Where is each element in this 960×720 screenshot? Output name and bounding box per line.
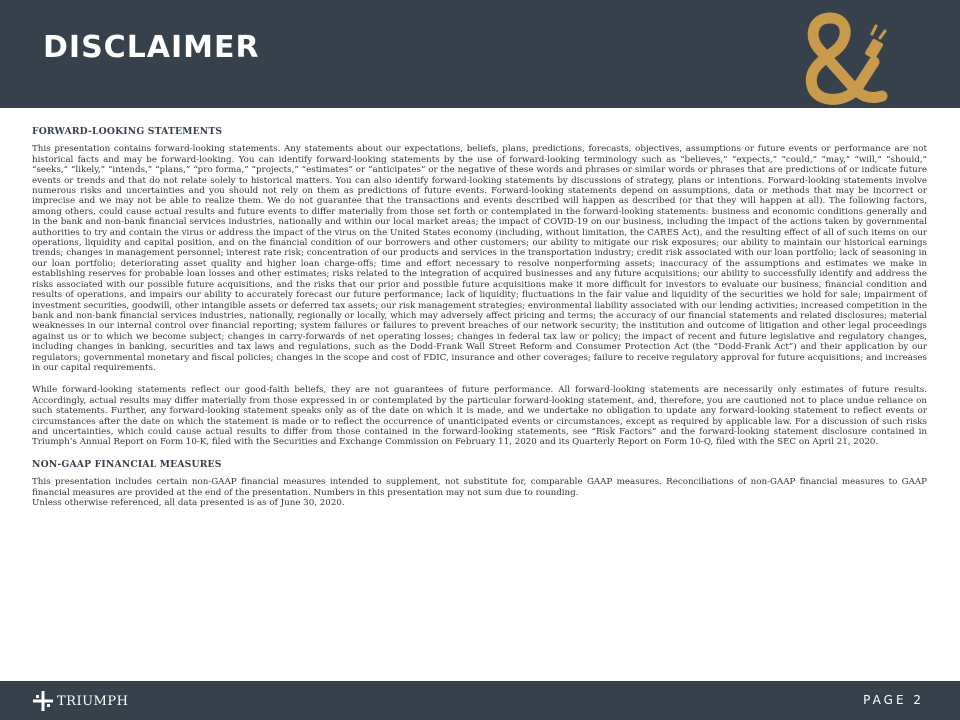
page-label: PAGE: [863, 693, 907, 707]
non-gaap-paragraph-1: This presentation includes certain non-GAAP financial measures intended to supplement, not substitute for, comparable GAAP measures. Reconciliations of non-GAAP financial measures to GAAP financial measures are provided at the end of the presentation. Numbers in this presentation may not sum due to rounding.: [32, 477, 927, 498]
forward-looking-heading: FORWARD-LOOKING STATEMENTS: [32, 126, 223, 137]
triumph-brand: [33, 691, 128, 711]
page-number: 2: [913, 693, 924, 707]
triumph-cross-icon: [33, 691, 53, 711]
disclaimer-content: [32, 127, 927, 508]
page-title: DISCLAIMER: [43, 30, 260, 65]
header-bar: [0, 0, 960, 108]
non-gaap-heading: NON-GAAP FINANCIAL MEASURES: [32, 458, 222, 470]
forward-looking-paragraph-1: This presentation contains forward-looking statements. Any statements about our expectations, beliefs, plans, predictions, forecasts, objectives, assumptions or future events or performance are not historical facts and may be forward-looking. You can identify forward-looking statements by the use of forward-looking terminology such as “believes,” “expects,” “could,” “may,” “will,” “should,” “seeks,” “likely,” “intends,” “plans,” “pro forma,” “projects,” “estimates” or “anticipates” or the negative of these words and phrases or similar words or phrases that are predictions of or indicate future events or trends and that do not relate solely to historical matters. You can also identify forward-looking statements by discussions of strategy, plans or intentions. Forward-looking statements involve numerous risks and uncertainties and you should not rely on them as predictions of future events. Forward-looking statements depend on assumptions, data or methods that may be incorrect or imprecise and we may not be able to realize them. We do not guarantee that the transactions and events described will happen as described (or that they will happen at all). The following factors, among others, could cause actual results and future events to differ materially from those set forth or contemplated in the forward-looking statements: business and economic conditions generally and in the bank and non-bank financial services industries, nationally and within our local market areas; the impact of COVID-19 on our business, including the impact of the actions taken by governmental authorities to try and contain the virus or address the impact of the virus on the United States economy (including, without limitation, the CARES Act), and the resulting effect of all of such items on our operations, liquidity and capital position, and on the financial condition of our borrowers and other customers; our ability to mitigate our risk exposures; our ability to maintain our historical earnings trends; changes in management personnel; interest rate risk; concentration of our products and services in the transportation industry; credit risk associated with our loan portfolio; lack of seasoning in our loan portfolio; deteriorating asset quality and higher loan charge-offs; time and effort necessary to resolve nonperforming assets; inaccuracy of the assumptions and estimates we make in establishing reserves for probable loan losses and other estimates; risks related to the integration of acquired businesses and any future acquisitions; our ability to successfully identify and address the risks associated with our possible future acquisitions, and the risks that our prior and possible future acquisitions make it more difficult for investors to evaluate our business, financial condition and results of operations, and impairs our ability to accurately forecast our future performance; lack of liquidity; fluctuations in the fair value and liquidity of the securities we hold for sale; impairment of investment securities, goodwill, other intangible assets or deferred tax assets; our risk management strategies; environmental liability associated with our lending activities; increased competition in the bank and non-bank financial services industries, nationally, regionally or locally, which may adversely affect pricing and terms; the accuracy of our financial statements and related disclosures; material weaknesses in our internal control over financial reporting; system failures or failures to prevent breaches of our network security; the institution and outcome of litigation and other legal proceedings against us or to which we become subject; changes in carry-forwards of net operating losses; changes in federal tax law or policy; the impact of recent and future legislative and regulatory changes, including changes in banking, securities and tax laws and regulations, such as the Dodd-Frank Wall Street Reform and Consumer Protection Act (the “Dodd-Frank Act”) and their application by our regulators; governmental monetary and fiscal policies; changes in the scope and cost of FDIC, insurance and other coverages; failure to receive regulatory approval for future acquisitions; and increases in our capital requirements.: [32, 144, 927, 373]
forward-looking-paragraph-2: While forward-looking statements reflect our good-faith beliefs, they are not guarantees of future performance. All forward-looking statements are necessarily only estimates of future results. Accordingly, actual results may differ materially from those expressed in or contemplated by the particular forward-looking statement, and, therefore, you are cautioned not to place undue reliance on such statements. Further, any forward-looking statement speaks only as of the date on which it is made, and we undertake no obligation to update any forward-looking statement to reflect events or circumstances after the date on which the statement is made or to reflect the occurrence of unanticipated events or circumstances, except as required by applicable law. For a discussion of such risks and uncertainties, which could cause actual results to differ from those contained in the forward-looking statements, see “Risk Factors” and the forward-looking statement disclosure contained in Triumph’s Annual Report on Form 10-K, filed with the Securities and Exchange Commission on February 11, 2020 and its Quarterly Report on Form 10-Q, filed with the SEC on April 21, 2020.: [32, 385, 927, 448]
ampersand-plug-logo-icon: [790, 4, 900, 108]
footer-bar: [0, 681, 960, 720]
brand-name: TRIUMPH: [57, 693, 129, 709]
page-indicator: [863, 693, 924, 707]
non-gaap-paragraph-2: Unless otherwise referenced, all data presented is as of June 30, 2020.: [32, 498, 345, 508]
